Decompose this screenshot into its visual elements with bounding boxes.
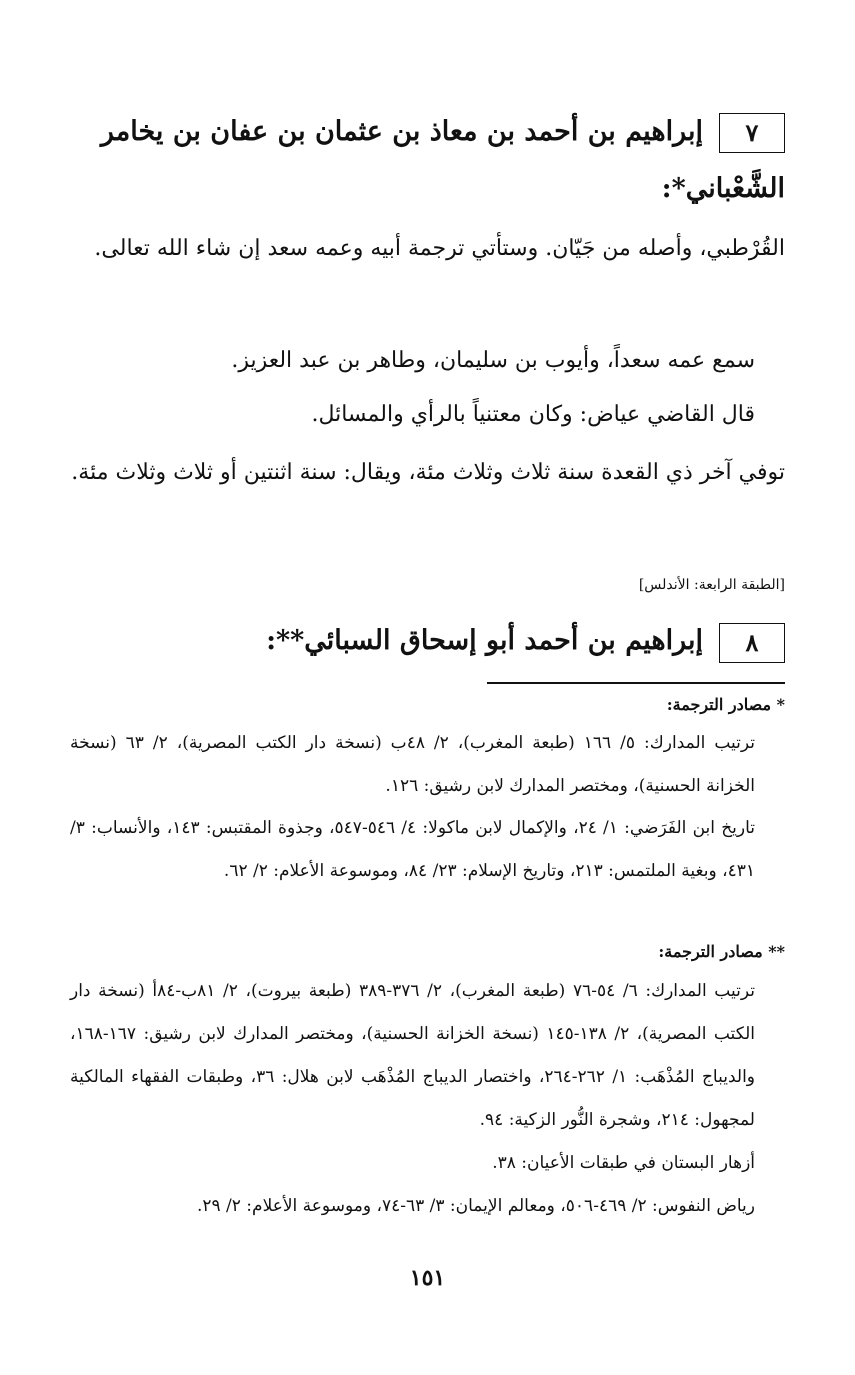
entry-paragraph: توفي آخر ذي القعدة سنة ثلاث وثلاث مئة، ويقال: سنة اثنتين أو ثلاث وثلاث مئة. xyxy=(71,460,785,485)
entry-heading-line2: الشَّعْباني*: xyxy=(661,173,785,204)
entry-number-box xyxy=(719,113,785,153)
section-tag: [الطبقة الرابعة: الأندلس] xyxy=(638,577,785,593)
footnote-paragraph: أزهار البستان في طبقات الأعيان: ٣٨. xyxy=(492,1153,755,1173)
entry-paragraph: القُرْطبي، وأصله من جَيّان. وستأتي ترجمة أبيه وعمه سعد إن شاء الله تعالى. xyxy=(94,236,785,261)
entry-heading-line1: إبراهيم بن أحمد بن معاذ بن عثمان بن عفان بن يخامر xyxy=(100,116,703,147)
entry-paragraph: قال القاضي عياض: وكان معتنياً بالرأي والمسائل. xyxy=(311,402,755,427)
footnote-paragraph: رياض النفوس: ٢/ ٤٦٩-٥٠٦، ومعالم الإيمان: ٣/ ٦٣-٧٤، وموسوعة الأعلام: ٢/ ٢٩. xyxy=(196,1196,755,1216)
footnote-paragraph: ترتيب المدارك: ٦/ ٥٤-٧٦ (طبعة المغرب)، ٢/ ٣٧٦-٣٨٩ (طبعة بيروت)، ٢/ ٨١ب-٨٤أ (نسخة دار الكتب المصرية)، ٢/ ١٣٨-١٤٥ (نسخة الخزانة الحسنية)، ومختصر المدارك لابن رشيق: ١٦٧-١٦٨، والديباج المُذْهَب: ١/ ٢٦٢-٢٦٤، واختصار الديباج المُذْهَب لابن هلال: ٣٦، وطبقات الفقهاء المالكية لمجهول: ٢١٤، وشجرة النُّور الزكية: ٩٤. xyxy=(70,981,755,1130)
footnote-separator xyxy=(487,682,785,684)
footnote-title: ** مصادر الترجمة: xyxy=(658,942,785,961)
footnote-title: * مصادر الترجمة: xyxy=(666,695,785,714)
entry-paragraph: سمع عمه سعداً، وأيوب بن سليمان، وطاهر بن عبد العزيز. xyxy=(231,348,755,373)
footnote-paragraph: ترتيب المدارك: ٥/ ١٦٦ (طبعة المغرب)، ٢/ ٤٨ب (نسخة دار الكتب المصرية)، ٢/ ٦٣ (نسخة الخزانة الحسنية)، ومختصر المدارك لابن رشيق: ١٢٦. xyxy=(70,733,756,796)
page-number: ١٥١ xyxy=(409,1265,446,1291)
entry-number: ٧ xyxy=(745,118,759,147)
entry-number-box xyxy=(719,623,785,663)
entry-number: ٨ xyxy=(745,628,759,657)
entry-heading: إبراهيم بن أحمد أبو إسحاق السبائي**: xyxy=(266,625,703,656)
footnote-paragraph: تاريخ ابن الفَرَضي: ١/ ٢٤، والإكمال لابن ماكولا: ٤/ ٥٤٦-٥٤٧، وجذوة المقتبس: ١٤٣، والأنساب: ٣/ ٤٣١، وبغية الملتمس: ٢١٣، وتاريخ الإسلام: ٢٣/ ٨٤، وموسوعة الأعلام: ٢/ ٦٢. xyxy=(70,818,756,881)
